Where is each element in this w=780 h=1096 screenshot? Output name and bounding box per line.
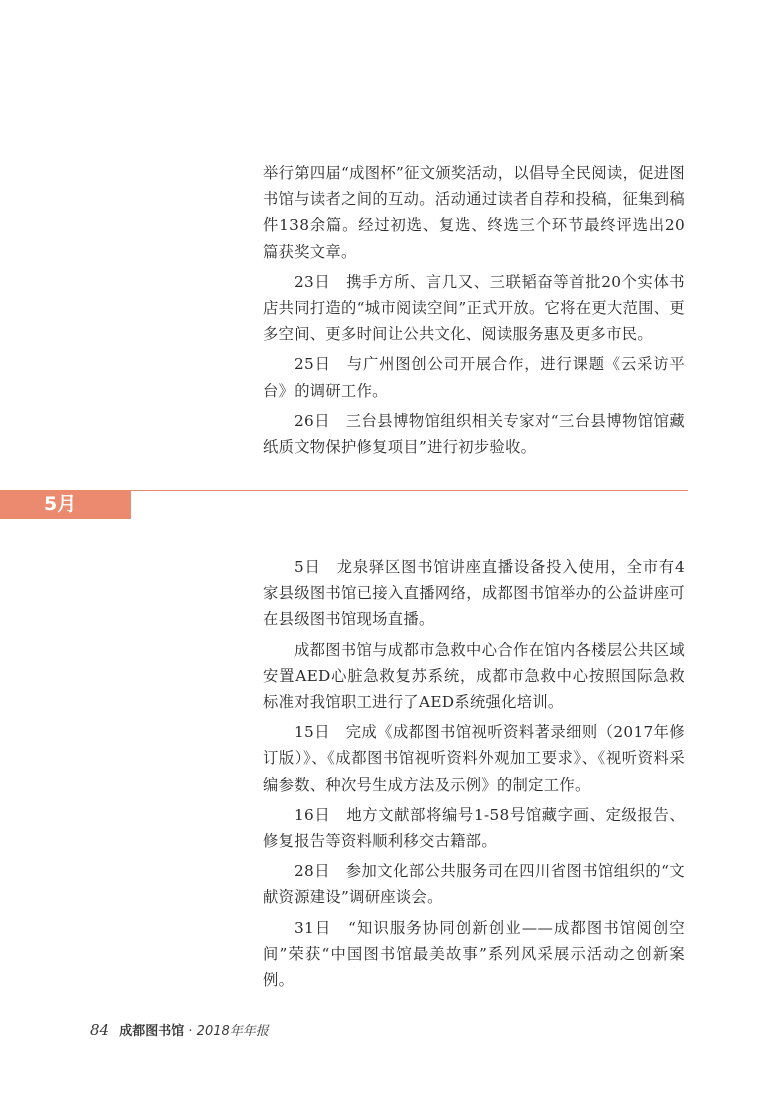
month-heading: 5月 — [0, 490, 131, 519]
page-footer — [90, 1020, 269, 1039]
paragraph: 26日 三台县博物馆组织相关专家对“三台县博物馆馆藏纸质文物保护修复项目”进行初步验收。 — [263, 411, 685, 457]
paragraph: 23日 携手方所、言几又、三联韬奋等首批20个实体书店共同打造的“城市阅读空间”正式开放。它将在更大范围、更多空间、更多时间让公共文化、阅读服务惠及更多市民。 — [263, 272, 685, 344]
footer-report-title: 2018年年报 — [196, 1024, 269, 1039]
april-entries — [263, 160, 685, 464]
paragraph: 25日 与广州图创公司开展合作，进行课题《云采访平台》的调研工作。 — [263, 355, 685, 400]
paragraph: 31日 “知识服务协同创新创业——成都图书馆阅创空间”荣获“中国图书馆最美故事”系列风采展示活动之创新案例。 — [263, 918, 685, 990]
footer-org: 成都图书馆 — [119, 1024, 185, 1039]
paragraph: 28日 参加文化部公共服务司在四川省图书馆组织的“文献资源建设”调研座谈会。 — [263, 862, 685, 907]
paragraph: 5日 龙泉驿区图书馆讲座直播设备投入使用，全市有4家县级图书馆已接入直播网络，成都图书馆举办的公益讲座可在县级图书馆现场直播。 — [263, 558, 685, 629]
footer-separator: · — [188, 1024, 193, 1039]
paragraph: 举行第四届“成图杯”征文颁奖活动，以倡导全民阅读，促进图书馆与读者之间的互动。活动通过读者自荐和投稿，征集到稿件138余篇。经过初选、复选、终选三个环节最终评选出20篇获奖文章。 — [263, 164, 685, 261]
may-entries — [263, 554, 685, 997]
paragraph: 15日 完成《成都图书馆视听资料著录细则（2017年修订版）》、《成都图书馆视听资料外观加工要求》、《视听资料采编参数、种次号生成方法及示例》的制定工作。 — [263, 723, 685, 794]
paragraph: 16日 地方文献部将编号1-58号馆藏字画、定级报告、修复报告等资料顺利移交古籍部。 — [263, 805, 685, 851]
paragraph: 成都图书馆与成都市急救中心合作在馆内各楼层公共区域安置AED心脏急救复苏系统，成都市急救中心按照国际急救标准对我馆职工进行了AED系统强化培训。 — [263, 640, 685, 712]
page-number: 84 — [90, 1021, 110, 1039]
